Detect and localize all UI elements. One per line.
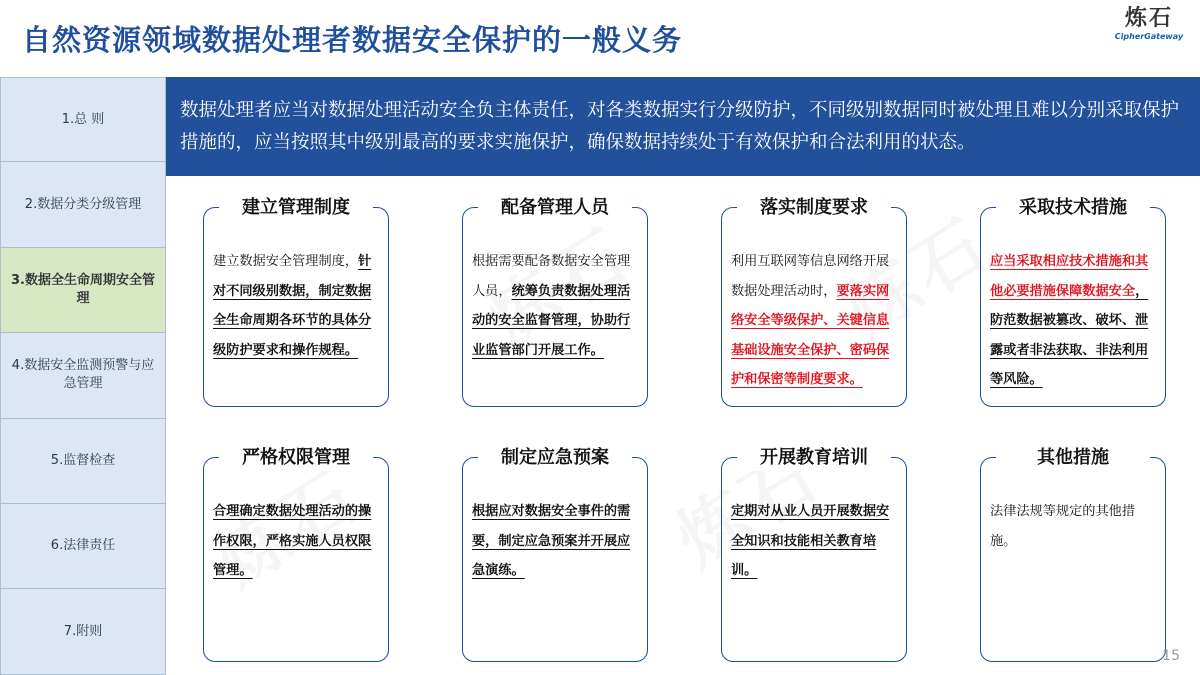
logo-subtitle: CipherGateway — [1114, 32, 1184, 41]
card-body — [213, 247, 379, 365]
card-body — [472, 247, 638, 365]
sidebar-item-label: 3.数据全生命周期安全管理 — [11, 272, 155, 306]
card-title: 严格权限管理 — [219, 445, 373, 471]
card-management-system — [203, 197, 389, 407]
card-permission-management — [203, 447, 389, 662]
page-title: 自然资源领域数据处理者数据安全保护的一般义务 — [22, 23, 683, 57]
sidebar-item-lifecycle[interactable] — [0, 248, 166, 333]
sidebar-item-general[interactable] — [0, 77, 166, 162]
card-title: 配备管理人员 — [478, 195, 632, 221]
sidebar-item-appendix[interactable] — [0, 589, 166, 674]
logo-text: 炼石 — [1124, 6, 1173, 31]
card-title: 制定应急预案 — [478, 445, 632, 471]
card-text-emphasis: 定期对从业人员开展数据安全知识和技能相关教育培训。 — [731, 504, 890, 578]
sidebar-nav — [0, 77, 166, 675]
card-text: 建立数据安全管理制度， — [213, 254, 359, 269]
sidebar-item-classification[interactable] — [0, 162, 166, 247]
card-body — [990, 497, 1156, 556]
card-text-emphasis: 合理确定数据处理活动的操作权限，严格实施人员权限管理。 — [213, 504, 372, 578]
card-body — [990, 247, 1156, 395]
sidebar-item-liability[interactable] — [0, 504, 166, 589]
card-technical-measures — [980, 197, 1166, 407]
card-text-emphasis: 根据应对数据安全事件的需要，制定应急预案并开展应急演练。 — [472, 504, 631, 578]
sidebar-item-label: 1.总 则 — [61, 111, 105, 127]
card-frame — [980, 457, 1166, 662]
card-staffing — [462, 197, 648, 407]
card-text-emphasis: ，防范数据被篡改、破坏、泄露或者非法获取、非法利用等风险。 — [990, 283, 1149, 387]
sidebar-item-label: 4.数据安全监测预警与应急管理 — [11, 358, 155, 392]
card-body — [213, 497, 379, 586]
card-title: 落实制度要求 — [737, 195, 891, 221]
card-text: 根据需要配备数据安全管理人员， — [472, 254, 631, 299]
card-training — [721, 447, 907, 662]
card-text-highlight: 应当采取相应技术措施和其他必要措施保障数据安全 — [990, 254, 1149, 299]
company-logo — [1112, 6, 1186, 42]
card-implement-requirements — [721, 197, 907, 407]
card-text: 法律法规等规定的其他措施。 — [990, 504, 1136, 549]
card-body — [731, 497, 897, 586]
summary-banner: 数据处理者应当对数据处理活动安全负主体责任，对各类数据实行分级防护，不同级别数据同时被处理且难以分别采取保护措施的，应当按照其中级别最高的要求实施保护，确保数据持续处于有效保护和合法利用的状态。 — [166, 77, 1200, 176]
sidebar-item-label: 6.法律责任 — [50, 538, 116, 554]
sidebar-item-label: 2.数据分类分级管理 — [24, 196, 142, 212]
sidebar-item-label: 7.附则 — [63, 623, 103, 639]
obligation-cards — [200, 192, 1180, 667]
card-emergency-plan — [462, 447, 648, 662]
card-body — [731, 247, 897, 395]
card-title: 开展教育培训 — [737, 445, 891, 471]
page-number: 15 — [1162, 648, 1180, 664]
card-title: 采取技术措施 — [996, 195, 1150, 221]
sidebar-item-inspection[interactable] — [0, 419, 166, 504]
card-text: 利用互联网等信息网络开展数据处理活动时， — [731, 254, 890, 299]
sidebar-item-monitoring[interactable] — [0, 333, 166, 418]
card-text-emphasis: 统筹负责数据处理活动的安全监督管理，协助行业监管部门开展工作。 — [472, 283, 631, 358]
card-title: 建立管理制度 — [219, 195, 373, 221]
card-title: 其他措施 — [996, 445, 1150, 471]
card-other-measures — [980, 447, 1166, 662]
card-text-emphasis: 针对不同级别数据，制定数据全生命周期各环节的具体分级防护要求和操作规程。 — [213, 254, 372, 358]
card-text-highlight: 要落实网络安全等级保护、关键信息基础设施安全保护、密码保护和保密等制度要求。 — [731, 283, 890, 387]
sidebar-item-label: 5.监督检查 — [50, 452, 116, 468]
card-body — [472, 497, 638, 586]
